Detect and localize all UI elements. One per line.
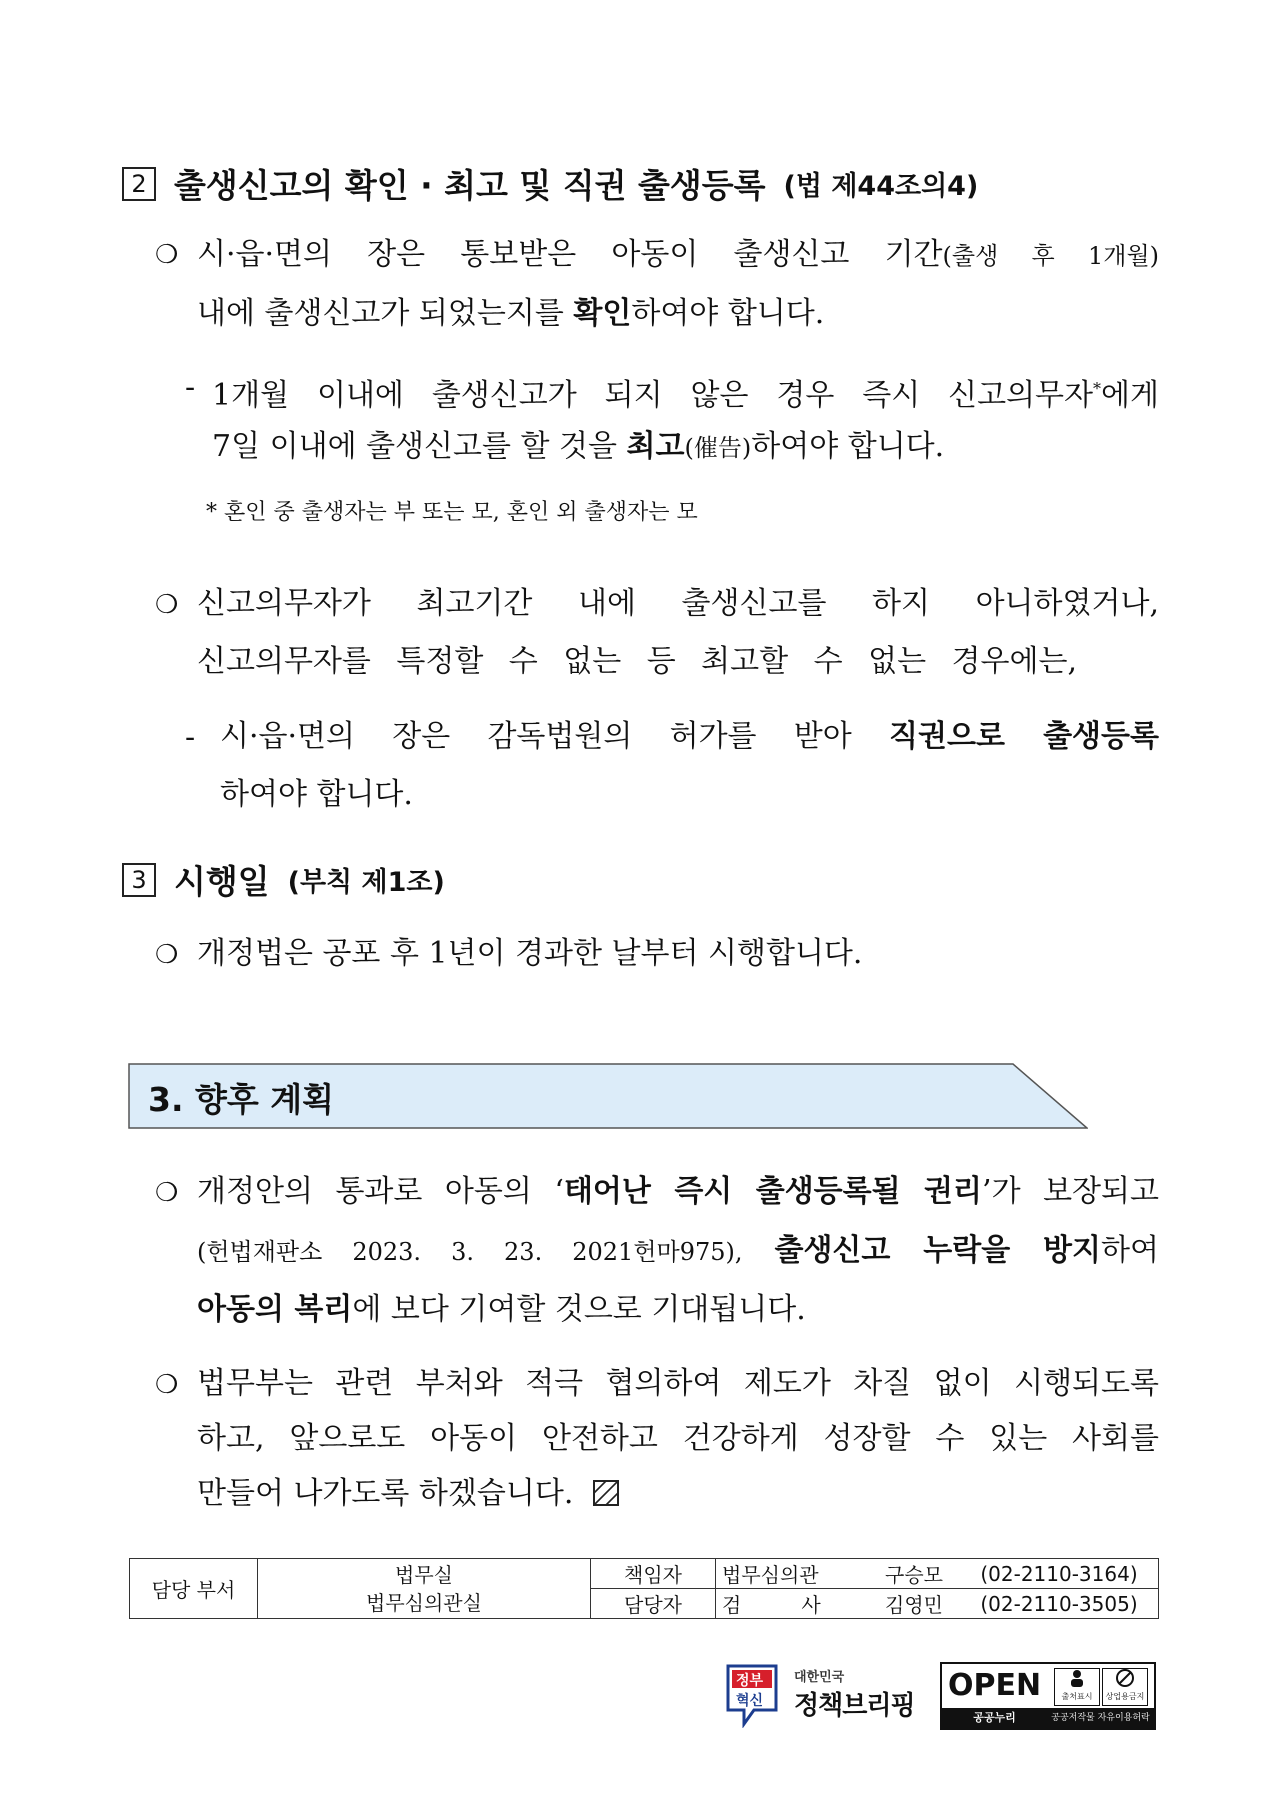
gov-innovation-logo: 정부 혁신 <box>724 1662 780 1728</box>
role-cell: 담당자 <box>591 1589 716 1619</box>
end-mark-icon <box>593 1480 619 1506</box>
person-icon <box>1069 1669 1085 1687</box>
dept-label: 담당 부서 <box>130 1559 258 1619</box>
table-row <box>130 1559 1159 1589</box>
paragraph: 개정법은 공포 후 1년이 경과한 날부터 시행합니다. <box>197 936 863 971</box>
banner-title: 3. 향후 계획 <box>148 1080 334 1119</box>
emphasis: 최고 <box>626 429 685 464</box>
paragraph: 신고의무자가 최고기간 내에 출생신고를 하지 아니하였거나, <box>197 586 1159 621</box>
noncommercial-badge: 상업용금지 <box>1102 1668 1148 1706</box>
section-2-heading <box>122 160 978 207</box>
dash-marker: - <box>185 720 196 755</box>
paragraph: 1개월 이내에 출생신고가 되지 않은 경우 즉시 신고의무자*에게 <box>212 378 1159 413</box>
section-title: 출생신고의 확인 · 최고 및 직권 출생등록 <box>174 166 766 205</box>
paragraph: 개정안의 통과로 아동의 ‘태어난 즉시 출생등록될 권리’가 보장되고 <box>197 1174 1159 1209</box>
paragraph: (헌법재판소 2023. 3. 23. 2021헌마975), 출생신고 누락을 방지하여 <box>197 1233 1159 1268</box>
name-cell: 구승모 <box>868 1559 960 1589</box>
phone-cell: (02-2110-3505) <box>960 1589 1159 1619</box>
bullet-circle: ❍ <box>155 1178 179 1208</box>
dept-name: 법무실 법무심의관실 <box>258 1559 591 1619</box>
dash-marker: - <box>185 370 196 405</box>
paragraph: 7일 이내에 출생신고를 할 것을 최고(催告)하여야 합니다. <box>212 429 945 464</box>
emphasis: 출생신고 누락을 방지 <box>774 1233 1102 1268</box>
paragraph: 아동의 복리에 보다 기여할 것으로 기대됩니다. <box>197 1292 806 1327</box>
emphasis: 태어난 즉시 출생등록될 권리 <box>563 1174 983 1209</box>
paragraph: 하여야 합니다. <box>220 777 413 812</box>
no-money-icon <box>1116 1669 1134 1687</box>
paragraph: 하고, 앞으로도 아동이 안전하고 건강하게 성장할 수 있는 사회를 <box>197 1421 1159 1456</box>
paragraph: 시·읍·면의 장은 감독법원의 허가를 받아 직권으로 출생등록 <box>220 719 1159 754</box>
contact-table <box>129 1558 1159 1619</box>
phone-cell: (02-2110-3164) <box>960 1559 1159 1589</box>
emphasis: 확인 <box>573 296 632 331</box>
name-cell: 김영민 <box>868 1589 960 1619</box>
section-number-box: 3 <box>122 863 156 897</box>
bullet-circle: ❍ <box>155 240 179 270</box>
section-title: 시행일 <box>174 862 270 901</box>
emphasis: 아동의 복리 <box>197 1292 353 1327</box>
title-cell: 법무심의관 <box>716 1559 869 1589</box>
bullet-circle: ❍ <box>155 590 179 620</box>
paragraph: 법무부는 관련 부처와 적극 협의하여 제도가 차질 없이 시행되도록 <box>197 1366 1159 1401</box>
paragraph: 시·읍·면의 장은 통보받은 아동이 출생신고 기간(출생 후 1개월) <box>197 237 1159 272</box>
attribution-badge: 출처표시 <box>1054 1668 1100 1706</box>
role-cell: 책임자 <box>591 1559 716 1589</box>
emphasis: 직권으로 출생등록 <box>889 719 1159 754</box>
bullet-circle: ❍ <box>155 1370 179 1400</box>
section-law-reference: (부칙 제1조) <box>287 867 445 898</box>
paragraph: 만들어 나가도록 하겠습니다. <box>197 1465 1159 1523</box>
section-number-box: 2 <box>122 167 156 201</box>
paragraph: 내에 출생신고가 되었는지를 확인하여야 합니다. <box>197 296 825 331</box>
policy-briefing-logo: 대한민국 정책브리핑 <box>794 1670 915 1721</box>
kogl-open-badge: OPEN 공공누리 공공저작물 자유이용허락 출처표시 상업용금지 <box>940 1662 1156 1730</box>
paragraph: 신고의무자를 특정할 수 없는 등 최고할 수 없는 경우에는, <box>197 644 1077 679</box>
section-3-heading <box>122 856 445 903</box>
bullet-circle: ❍ <box>155 940 179 970</box>
footnote: * 혼인 중 출생자는 부 또는 모, 혼인 외 출생자는 모 <box>206 500 698 525</box>
section-law-reference: (법 제44조의4) <box>783 171 979 202</box>
title-cell: 검 사 <box>716 1589 869 1619</box>
